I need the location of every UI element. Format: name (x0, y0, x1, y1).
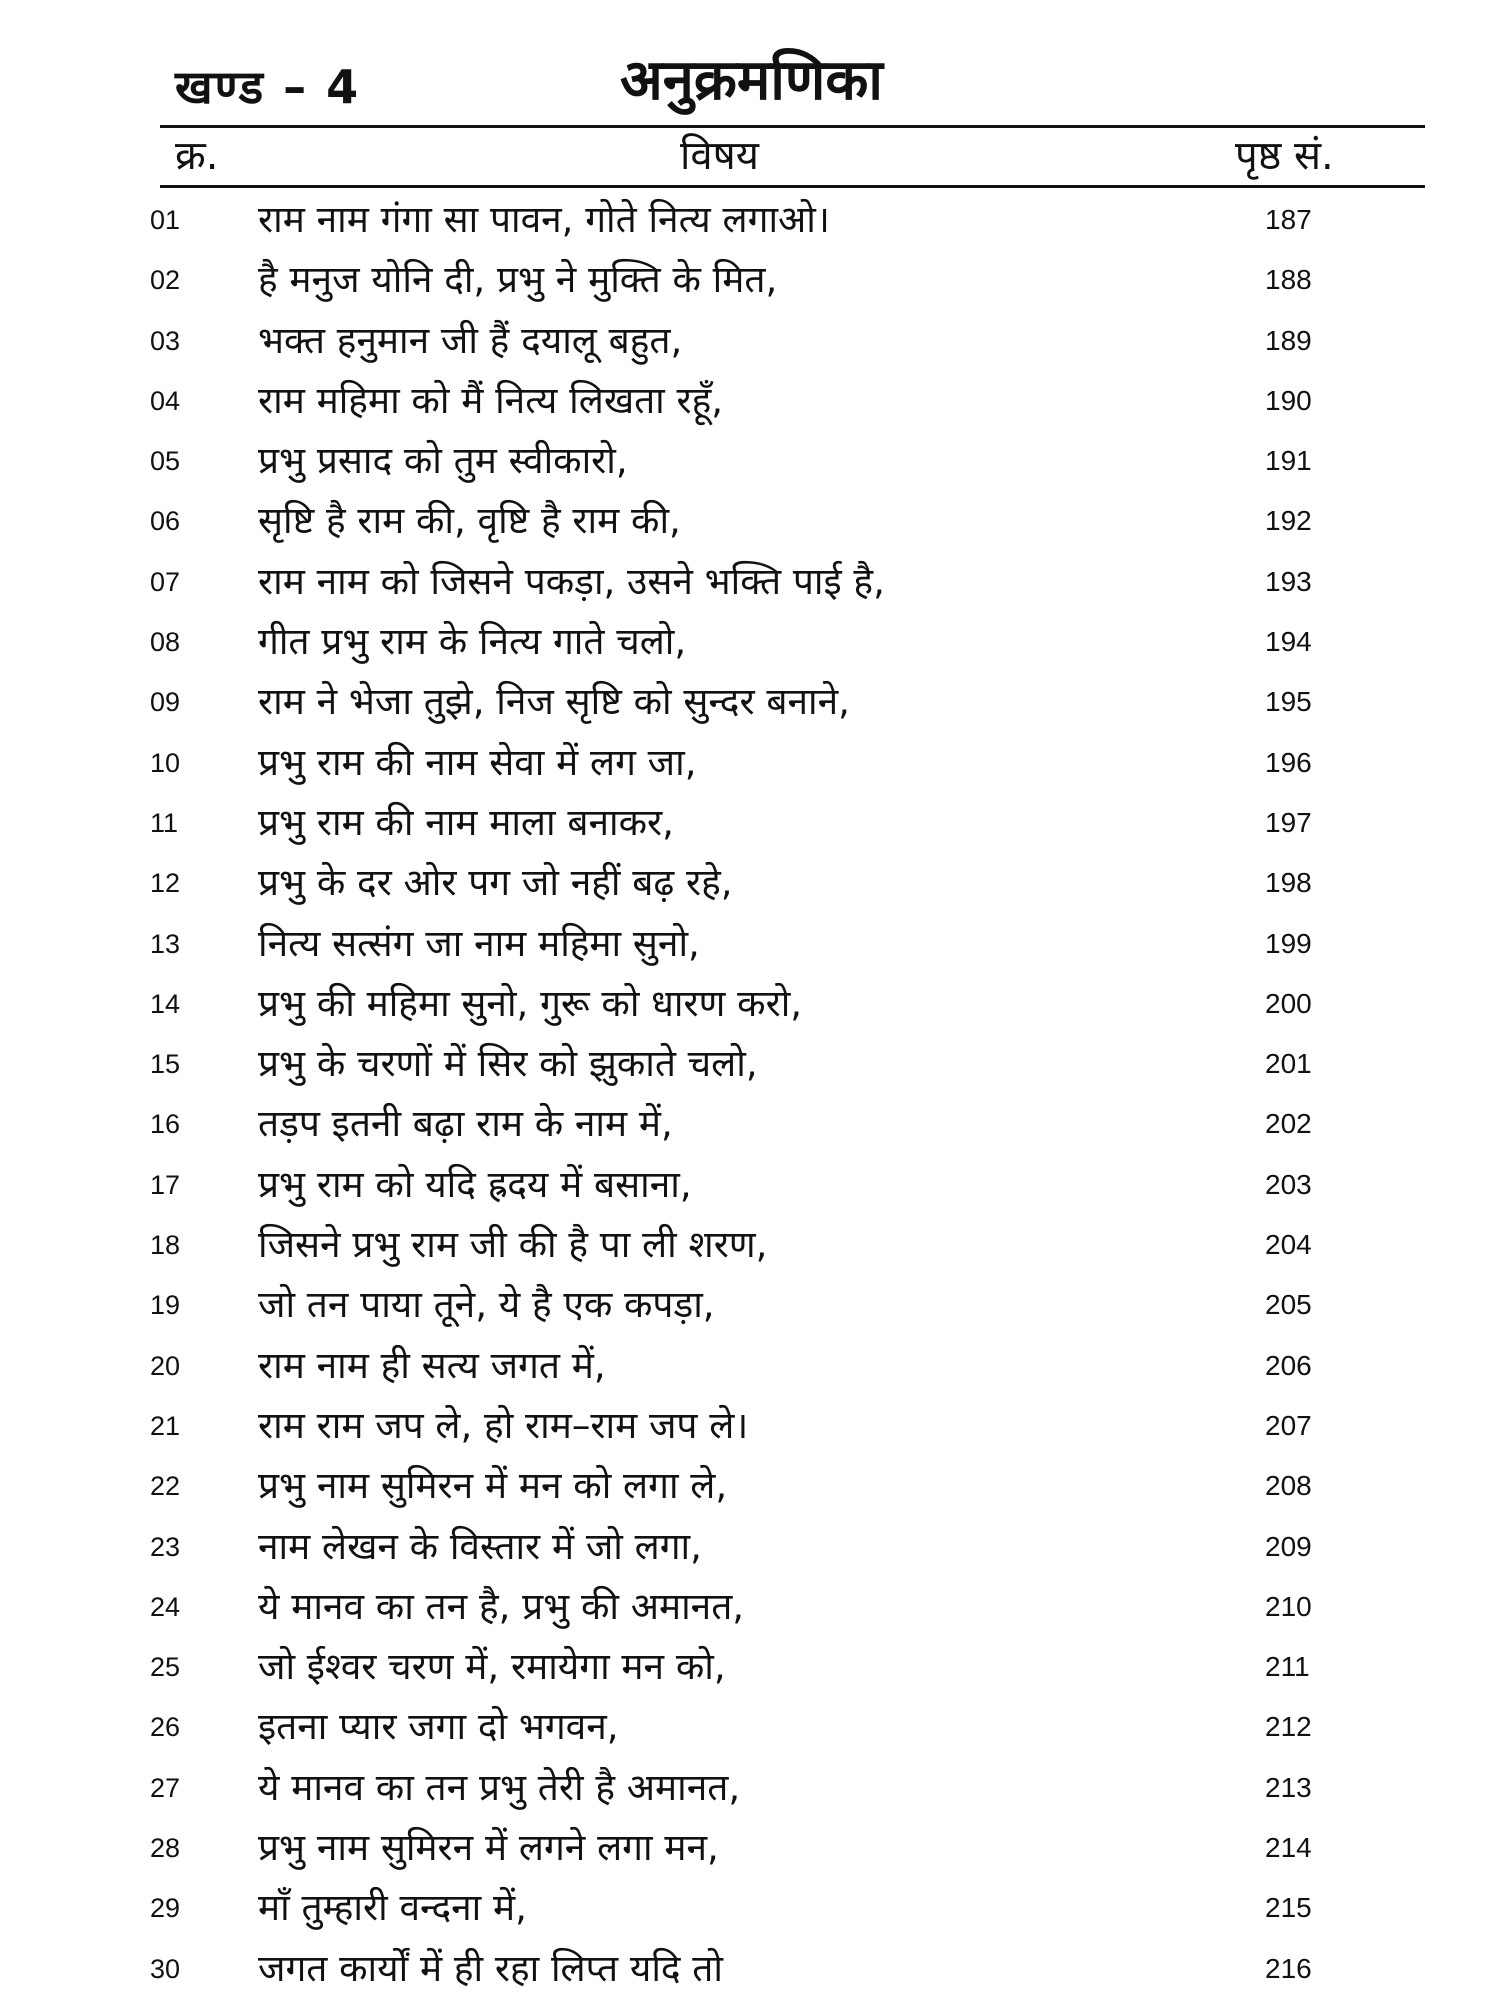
row-number: 21 (150, 1410, 181, 1441)
column-header-page: पृष्ठ सं. (1235, 133, 1334, 179)
row-page-number: 199 (1265, 927, 1312, 959)
row-page-number: 212 (1265, 1711, 1312, 1743)
row-page-number: 190 (1265, 384, 1312, 416)
index-row (0, 1577, 1500, 1637)
index-row (0, 974, 1500, 1034)
row-number: 18 (150, 1230, 181, 1261)
row-page-number: 195 (1265, 686, 1312, 718)
index-row (0, 190, 1500, 250)
row-page-number: 194 (1265, 626, 1312, 658)
index-row (0, 1336, 1500, 1396)
row-subject: प्रभु राम को यदि ह्रदय में बसाना, (258, 1162, 692, 1206)
row-number: 02 (150, 265, 181, 296)
row-page-number: 192 (1265, 505, 1312, 537)
index-row (0, 1456, 1500, 1516)
row-subject: नाम लेखन के विस्तार में जो लगा, (258, 1524, 702, 1568)
row-number: 01 (150, 205, 181, 235)
row-number: 11 (150, 807, 179, 838)
row-number: 03 (150, 325, 181, 356)
row-page-number: 211 (1265, 1651, 1310, 1683)
row-page-number: 205 (1265, 1289, 1312, 1321)
index-row (0, 1396, 1500, 1456)
row-subject: राम ने भेजा तुझे, निज सृष्टि को सुन्दर बनाने, (258, 680, 850, 724)
row-number: 16 (150, 1109, 181, 1140)
index-row (0, 1637, 1500, 1697)
row-subject: जो तन पाया तूने, ये है एक कपड़ा, (258, 1283, 715, 1327)
row-subject: प्रभु के दर ओर पग जो नहीं बढ़ रहे, (258, 861, 733, 905)
row-subject: इतना प्यार जगा दो भगवन, (258, 1705, 619, 1749)
index-row (0, 1818, 1500, 1878)
index-row (0, 491, 1500, 551)
index-row (0, 1215, 1500, 1275)
row-subject: है मनुज योनि दी, प्रभु ने मुक्ति के मित, (258, 258, 778, 302)
row-number: 24 (150, 1591, 181, 1622)
index-row (0, 793, 1500, 853)
index-row (0, 1155, 1500, 1215)
index-row (0, 853, 1500, 913)
row-page-number: 206 (1265, 1349, 1312, 1381)
row-page-number: 198 (1265, 867, 1312, 899)
row-subject: जो ईश्वर चरण में, रमायेगा मन को, (258, 1645, 726, 1689)
row-page-number: 200 (1265, 987, 1312, 1019)
index-row (0, 1758, 1500, 1818)
row-page-number: 213 (1265, 1771, 1312, 1803)
index-row (0, 1034, 1500, 1094)
row-number: 19 (150, 1290, 181, 1321)
row-page-number: 191 (1265, 445, 1312, 477)
index-row (0, 672, 1500, 732)
row-number: 07 (150, 566, 181, 597)
row-number: 06 (150, 506, 181, 537)
index-row (0, 371, 1500, 431)
index-list (0, 190, 1500, 1999)
row-number: 22 (150, 1471, 181, 1502)
index-row (0, 733, 1500, 793)
column-header-subject: विषय (680, 133, 759, 179)
index-row (0, 914, 1500, 974)
row-subject: माँ तुम्हारी वन्दना में, (258, 1886, 527, 1930)
row-subject: ये मानव का तन है, प्रभु की अमानत, (258, 1584, 745, 1628)
row-page-number: 210 (1265, 1590, 1312, 1622)
row-subject: प्रभु की महिमा सुनो, गुरू को धारण करो, (258, 981, 803, 1025)
row-number: 20 (150, 1350, 181, 1381)
index-row (0, 1517, 1500, 1577)
row-subject: गीत प्रभु राम के नित्य गाते चलो, (258, 620, 687, 664)
row-page-number: 207 (1265, 1409, 1312, 1441)
row-subject: प्रभु राम की नाम सेवा में लग जा, (258, 740, 697, 784)
row-number: 04 (150, 385, 181, 416)
row-subject: तड़प इतनी बढ़ा राम के नाम में, (258, 1102, 673, 1146)
row-page-number: 203 (1265, 1168, 1312, 1200)
row-subject: भक्त हनुमान जी हैं दयालू बहुत, (258, 318, 683, 362)
index-row (0, 552, 1500, 612)
row-subject: प्रभु नाम सुमिरन में लगने लगा मन, (258, 1826, 719, 1870)
row-subject: प्रभु प्रसाद को तुम स्वीकारो, (258, 439, 628, 483)
row-subject: प्रभु नाम सुमिरन में मन को लगा ले, (258, 1464, 728, 1508)
row-subject: राम महिमा को मैं नित्य लिखता रहूँ, (258, 378, 724, 422)
index-row (0, 250, 1500, 310)
row-page-number: 197 (1265, 806, 1312, 838)
section-label: खण्ड – 4 (175, 60, 361, 114)
row-page-number: 189 (1265, 324, 1312, 356)
row-number: 23 (150, 1531, 181, 1562)
index-row (0, 1094, 1500, 1154)
row-subject: सृष्टि है राम की, वृष्टि है राम की, (258, 499, 681, 543)
index-row (0, 1697, 1500, 1757)
row-number: 08 (150, 627, 181, 658)
row-number: 29 (150, 1893, 181, 1924)
row-number: 05 (150, 446, 181, 477)
row-page-number: 214 (1265, 1832, 1312, 1864)
index-row (0, 1939, 1500, 1999)
row-number: 14 (150, 988, 181, 1019)
row-subject: राम राम जप ले, हो राम–राम जप ले। (258, 1403, 749, 1447)
header-bottom-rule (160, 185, 1425, 188)
row-number: 17 (150, 1169, 181, 1200)
index-row (0, 431, 1500, 491)
index-row (0, 1878, 1500, 1938)
row-page-number: 216 (1265, 1952, 1312, 1984)
page-title: अनुक्रमणिका (620, 48, 883, 113)
row-number: 09 (150, 687, 181, 718)
row-page-number: 196 (1265, 746, 1312, 778)
index-row (0, 311, 1500, 371)
row-number: 25 (150, 1652, 181, 1683)
row-number: 13 (150, 928, 181, 959)
row-page-number: 193 (1265, 565, 1312, 597)
row-subject: प्रभु के चरणों में सिर को झुकाते चलो, (258, 1042, 758, 1086)
row-subject: राम नाम गंगा सा पावन, गोते नित्य लगाओ। (258, 198, 830, 241)
column-header-sno: क्र. (175, 133, 219, 179)
row-number: 26 (150, 1712, 181, 1743)
row-page-number: 201 (1265, 1048, 1312, 1080)
row-subject: जगत कार्यों में ही रहा लिप्त यदि तो (258, 1946, 723, 1990)
row-number: 12 (150, 868, 181, 899)
row-subject: राम नाम को जिसने पकड़ा, उसने भक्ति पाई है, (258, 559, 885, 603)
title-bar (175, 48, 1500, 122)
row-number: 10 (150, 747, 181, 778)
row-page-number: 187 (1265, 204, 1312, 235)
row-page-number: 204 (1265, 1229, 1312, 1261)
row-page-number: 215 (1265, 1892, 1312, 1924)
row-page-number: 202 (1265, 1108, 1312, 1140)
row-page-number: 188 (1265, 264, 1312, 296)
index-row (0, 1275, 1500, 1335)
row-number: 28 (150, 1833, 181, 1864)
row-subject: ये मानव का तन प्रभु तेरी है अमानत, (258, 1765, 741, 1809)
row-subject: जिसने प्रभु राम जी की है पा ली शरण, (258, 1223, 768, 1267)
row-subject: प्रभु राम की नाम माला बनाकर, (258, 800, 674, 844)
row-page-number: 208 (1265, 1470, 1312, 1502)
row-subject: राम नाम ही सत्य जगत में, (258, 1343, 606, 1387)
row-number: 15 (150, 1049, 181, 1080)
row-number: 27 (150, 1772, 181, 1803)
row-subject: नित्य सत्संग जा नाम महिमा सुनो, (258, 921, 700, 965)
row-page-number: 209 (1265, 1530, 1312, 1562)
index-row (0, 612, 1500, 672)
row-number: 30 (150, 1953, 181, 1984)
